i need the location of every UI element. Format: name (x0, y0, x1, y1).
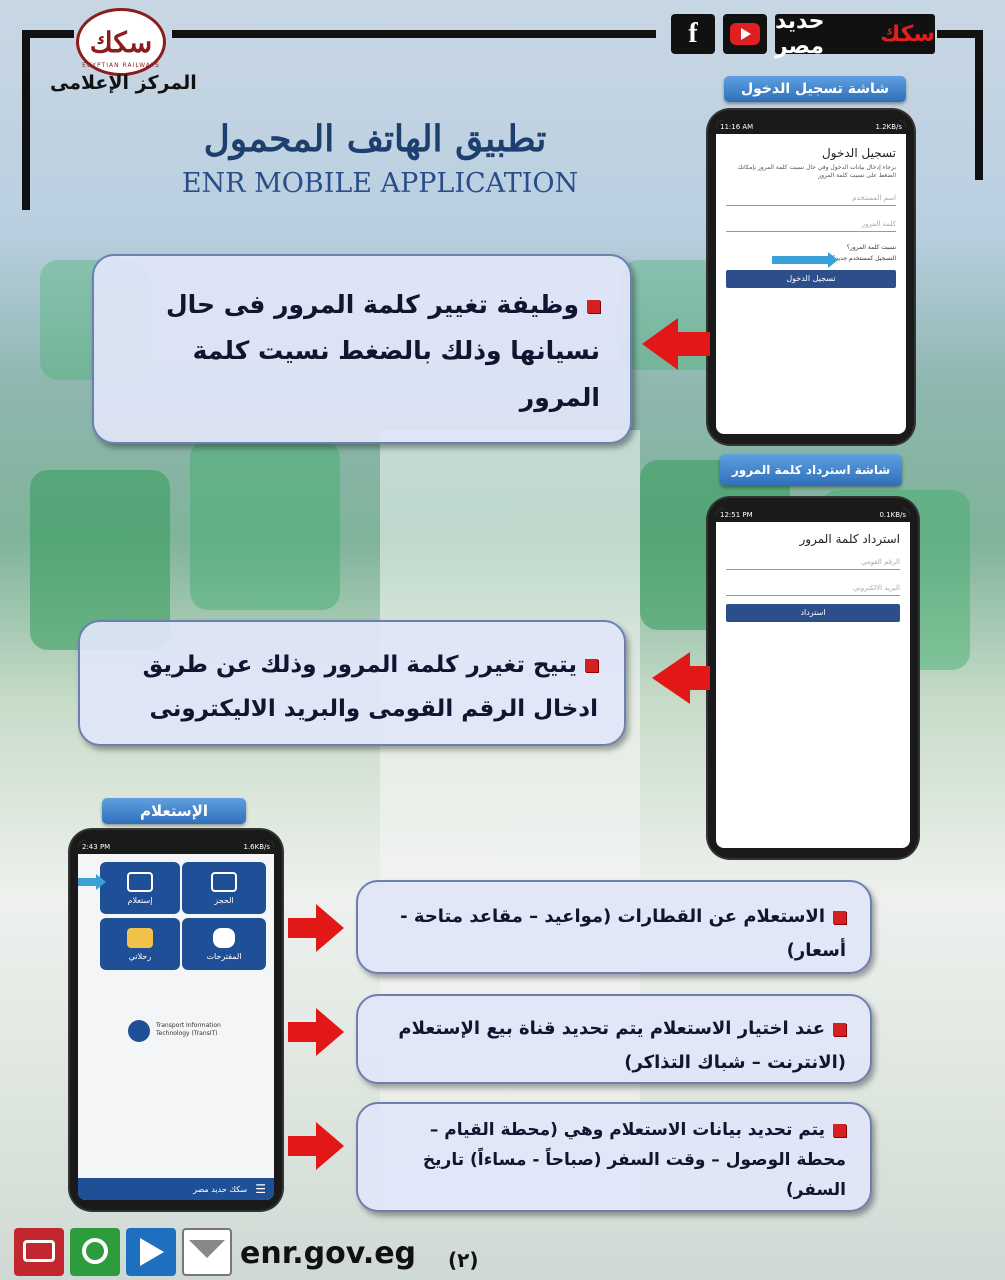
red-arrow-icon (288, 918, 318, 938)
status-network: 0.1KB/s (879, 511, 906, 519)
red-arrow-head-icon (316, 1008, 344, 1056)
pointer-arrow-head-icon (96, 874, 106, 890)
recovery-screen (716, 508, 910, 848)
red-arrow-icon (676, 332, 710, 356)
bullet-icon (587, 300, 600, 313)
inquiry-text-2: عند اختيار الاستعلام يتم تحديد قناة بيع الإستعلام (الانترنت – شباك التذاكر) (398, 1018, 846, 1074)
bullet-icon (833, 1124, 846, 1137)
bullet-icon (585, 659, 598, 672)
status-bar (78, 840, 274, 854)
inquiry-tab: الإستعلام (102, 798, 246, 824)
chat-icon (213, 928, 235, 948)
pointer-arrow-icon (772, 256, 830, 264)
status-network: 1.2KB/s (875, 123, 902, 131)
logo-ring-text: EGYPTIAN RAILWAYS (82, 62, 160, 69)
media-center-label: المركز الإعلامى (50, 72, 197, 94)
inquiry-bubble-3 (356, 1102, 872, 1212)
tile-label: إستعلام (127, 896, 153, 905)
login-phone-mockup (708, 110, 914, 444)
status-network: 1.6KB/s (243, 843, 270, 851)
brand-logo (775, 9, 935, 59)
tile-label: الحجز (214, 896, 234, 905)
trips-icon (127, 928, 153, 948)
menu-icon[interactable]: ☰ (255, 1182, 266, 1196)
page-number: (٢) (448, 1248, 479, 1272)
tile-label: رحلاتي (128, 952, 152, 961)
red-arrow-head-icon (642, 318, 678, 370)
status-bar (716, 120, 906, 134)
pointer-arrow-icon (78, 878, 98, 886)
my-trips-tile[interactable] (100, 918, 180, 970)
register-link[interactable]: التسجيل كمستخدم جديد؟ (832, 254, 896, 262)
bullet-icon (833, 1023, 846, 1036)
status-time: 11:16 AM (720, 123, 754, 131)
login-screen-tab: شاشة تسجيل الدخول (724, 76, 906, 102)
red-arrow-head-icon (316, 904, 344, 952)
pointer-arrow-head-icon (828, 252, 838, 268)
inquiry-phone-mockup (70, 830, 282, 1210)
bullet-icon (833, 911, 846, 924)
login-button[interactable]: تسجيل الدخول (726, 270, 896, 288)
bottom-nav-bar (78, 1178, 274, 1200)
ticket-icon (211, 872, 237, 892)
brand-red-text: سكك (880, 21, 935, 47)
recovery-heading: استرداد كلمة المرور (799, 532, 900, 546)
inquiry-screen (78, 840, 274, 1200)
red-arrow-head-icon (652, 652, 690, 704)
red-arrow-icon (288, 1136, 318, 1156)
frame-line (22, 30, 30, 210)
login-screen (716, 120, 906, 434)
forgot-password-link[interactable]: نسيت كلمة المرور؟ (846, 243, 896, 251)
tile-label: المقترحات (206, 952, 242, 961)
username-field[interactable]: اسم المستخدم (726, 188, 896, 206)
facebook-icon[interactable]: f (671, 14, 715, 54)
logo-lettering: سكك (89, 25, 153, 59)
seat-decoration (190, 440, 340, 610)
status-bar (716, 508, 910, 522)
company-line-2: Technology (TransIT) (156, 1030, 218, 1038)
train-aisle-background (380, 430, 640, 1210)
frame-line (172, 30, 656, 38)
status-time: 12:51 PM (720, 511, 753, 519)
email-field[interactable]: البريد الالكتروني (726, 578, 900, 596)
booking-tile[interactable] (182, 862, 266, 914)
timer-app-icon[interactable] (70, 1228, 120, 1276)
bottom-bar-label: سكك حديد مصر (193, 1184, 248, 1194)
inquiry-text-1: الاستعلام عن القطارات (مواعيد – مقاعد متاحة - أسعار) (400, 906, 846, 962)
website-url[interactable]: enr.gov.eg (240, 1236, 417, 1271)
frame-line (975, 30, 983, 180)
ticket-app-icon[interactable] (14, 1228, 64, 1276)
recovery-phone-mockup (708, 498, 918, 858)
recover-button[interactable]: استرداد (726, 604, 900, 622)
page-title-english: ENR MOBILE APPLICATION (181, 168, 579, 199)
national-id-field[interactable]: الرقم القومي (726, 552, 900, 570)
inquiry-tile[interactable] (100, 862, 180, 914)
suggestions-tile[interactable] (182, 918, 266, 970)
play-store-icon[interactable] (126, 1228, 176, 1276)
recovery-info-bubble (78, 620, 626, 746)
login-note: برجاء إدخال بيانات الدخول وفي حال نسيت كلمة المرور بإمكانك الضغط على نسيت كلمة المرور (737, 164, 896, 179)
company-name (156, 1022, 221, 1039)
red-arrow-icon (688, 666, 710, 690)
login-heading: تسجيل الدخول (822, 146, 896, 160)
mail-icon[interactable] (182, 1228, 232, 1276)
inquiry-bubble-1 (356, 880, 872, 974)
recovery-screen-tab: شاشة استرداد كلمة المرور (720, 454, 902, 486)
page-title-arabic: تطبيق الهاتف المحمول (203, 118, 547, 160)
inquiry-bubble-2 (356, 994, 872, 1084)
company-line-1: Transport Information (156, 1022, 221, 1029)
inquiry-icon (127, 872, 153, 892)
password-field[interactable]: كلمة المرور (726, 214, 896, 232)
youtube-icon[interactable] (723, 14, 767, 54)
login-info-bubble (92, 254, 632, 444)
inquiry-text-3: يتم تحديد بيانات الاستعلام وهي (محطة القيام – محطة الوصول – وقت السفر (صباحاً - مساءاً) تاريخ السفر) (422, 1120, 846, 1200)
status-time: 2:43 PM (82, 843, 111, 851)
brand-white-text: حديد مصر (775, 9, 825, 59)
red-arrow-icon (288, 1022, 318, 1042)
recovery-info-text: يتيح تغيرر كلمة المرور وذلك عن طريق ادخال الرقم القومى والبريد الاليكترونى (142, 652, 598, 722)
enr-logo (76, 8, 166, 76)
red-arrow-head-icon (316, 1122, 344, 1170)
login-info-text: وظيفة تغيير كلمة المرور فى حال نسيانها وذلك بالضغط نسيت كلمة المرور (165, 290, 600, 412)
transit-logo-icon (128, 1020, 150, 1042)
